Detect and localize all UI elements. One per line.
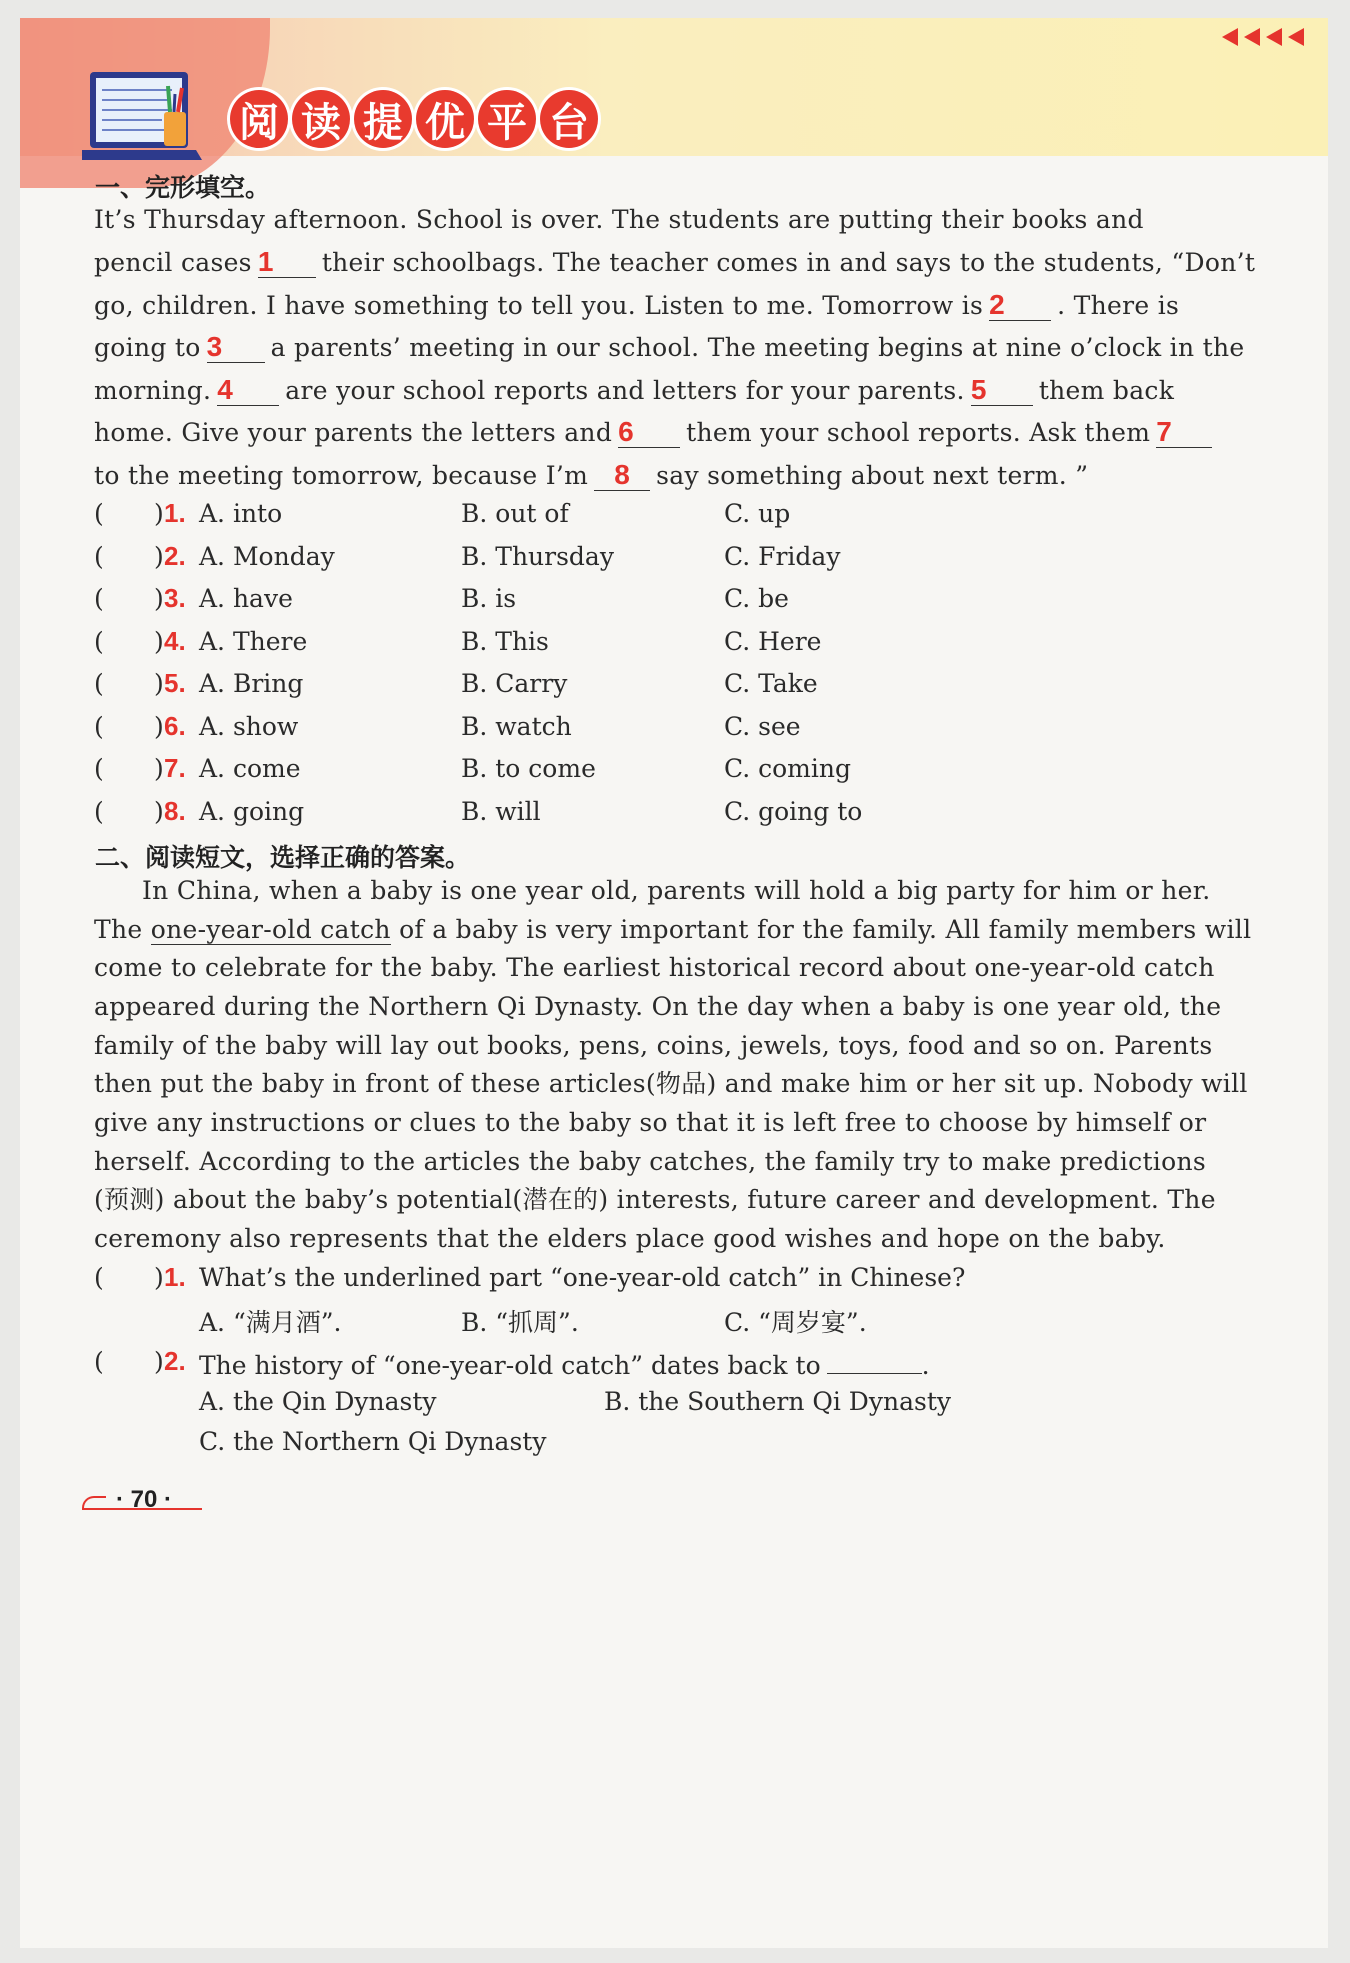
cloze-blank-6 (618, 418, 680, 448)
option-a[interactable]: A. have (199, 584, 293, 613)
cloze-blank-5 (971, 376, 1033, 406)
passage2-line (94, 912, 1252, 948)
option-c[interactable]: C. “周岁宴”. (724, 1308, 867, 1337)
passage-text: say something about next term. ” (656, 461, 1089, 490)
answer-paren-open[interactable]: ( (94, 1347, 104, 1376)
question-row (94, 712, 1029, 748)
options-row (94, 1427, 1029, 1463)
answer-blank[interactable] (827, 1347, 922, 1374)
option-b[interactable]: B. the Southern Qi Dynasty (604, 1387, 951, 1416)
blank-number: 8 (614, 459, 631, 490)
question-text: What’s the underlined part “one-year-old catch” in Chinese? (199, 1263, 966, 1292)
question-row (94, 754, 1029, 790)
page-title (230, 90, 598, 148)
answer-paren-open[interactable]: ( (94, 584, 104, 613)
passage-text: are your school reports and letters for your parents. (285, 376, 965, 405)
answer-paren-open[interactable]: ( (94, 797, 104, 826)
question-text (199, 1347, 930, 1380)
question-number: 2. (164, 541, 186, 571)
option-b[interactable]: B. Carry (461, 669, 568, 698)
option-c[interactable]: C. going to (724, 797, 863, 826)
option-a[interactable]: A. come (199, 754, 301, 783)
question-row (94, 584, 1029, 620)
title-char: 平 (478, 90, 536, 148)
option-c[interactable]: C. the Northern Qi Dynasty (199, 1427, 547, 1456)
question-row (94, 1347, 1029, 1383)
passage-text: . There is (1057, 291, 1180, 320)
passage1-line (94, 288, 1180, 324)
answer-paren-close: ) (154, 797, 164, 826)
question-row (94, 797, 1029, 833)
question-number: 7. (164, 753, 186, 783)
workbook-page (20, 18, 1328, 1948)
options-row (94, 1303, 1029, 1339)
answer-paren-open[interactable]: ( (94, 669, 104, 698)
option-c[interactable]: C. Take (724, 669, 818, 698)
answer-paren-close: ) (154, 584, 164, 613)
answer-paren-close: ) (154, 1263, 164, 1292)
question-text-body: The history of “one-year-old catch” dates back to (199, 1351, 821, 1380)
blank-number: 7 (1156, 416, 1173, 447)
answer-paren-close: ) (154, 754, 164, 783)
option-b[interactable]: B. Thursday (461, 542, 614, 571)
title-char: 读 (292, 90, 350, 148)
option-a[interactable]: A. show (199, 712, 299, 741)
answer-paren-open[interactable]: ( (94, 627, 104, 656)
passage-text: their schoolbags. The teacher comes in and says to the students, “Don’t (321, 248, 1256, 277)
passage-text: them your school reports. Ask them (686, 418, 1151, 447)
passage-text: morning. (94, 376, 212, 405)
cloze-blank-4 (217, 376, 279, 406)
option-a[interactable]: A. going (199, 797, 305, 826)
answer-paren-open[interactable]: ( (94, 712, 104, 741)
passage2-line: (预测) about the baby’s potential(潜在的) interests, future career and development. The (94, 1185, 1216, 1214)
passage2-line: appeared during the Northern Qi Dynasty. On the day when a baby is one year old, the (94, 992, 1222, 1021)
question-row (94, 542, 1029, 578)
passage1-line (94, 458, 1089, 494)
option-b[interactable]: B. “抓周”. (461, 1308, 579, 1337)
option-c[interactable]: C. Friday (724, 542, 841, 571)
option-b[interactable]: B. will (461, 797, 541, 826)
option-c[interactable]: C. be (724, 584, 789, 613)
passage2-line: In China, when a baby is one year old, parents will hold a big party for him or her. (142, 876, 1211, 905)
option-a[interactable]: A. “满月酒”. (199, 1308, 342, 1337)
title-char: 阅 (230, 90, 288, 148)
option-a[interactable]: A. the Qin Dynasty (199, 1387, 437, 1416)
question-number: 6. (164, 711, 186, 741)
passage2-line: ceremony also represents that the elders place good wishes and hope on the baby. (94, 1224, 1166, 1253)
passage2-line: family of the baby will lay out books, pens, coins, jewels, toys, food and so on. Parents (94, 1031, 1213, 1060)
passage-text: going to (94, 333, 201, 362)
blank-number: 1 (257, 246, 274, 277)
answer-paren-close: ) (154, 542, 164, 571)
passage1-line (94, 245, 1256, 281)
option-a[interactable]: A. into (199, 499, 283, 528)
passage2-line: give any instructions or clues to the baby so that it is left free to choose by himself or (94, 1108, 1207, 1137)
option-c[interactable]: C. coming (724, 754, 851, 783)
option-b[interactable]: B. is (461, 584, 517, 613)
blank-number: 4 (217, 374, 234, 405)
passage-text: go, children. I have something to tell you. Listen to me. Tomorrow is (94, 291, 984, 320)
answer-paren-close: ) (154, 499, 164, 528)
option-b[interactable]: B. to come (461, 754, 596, 783)
pencil-cup-icon (164, 86, 186, 146)
question-number: 1. (164, 498, 186, 528)
answer-paren-open[interactable]: ( (94, 542, 104, 571)
question-row (94, 1263, 1029, 1299)
answer-paren-close: ) (154, 1347, 164, 1376)
title-char: 台 (540, 90, 598, 148)
blank-number: 2 (989, 289, 1006, 320)
option-c[interactable]: C. up (724, 499, 791, 528)
option-a[interactable]: A. Bring (199, 669, 304, 698)
title-char: 提 (354, 90, 412, 148)
answer-paren-close: ) (154, 712, 164, 741)
question-row (94, 627, 1029, 663)
page-number: · 70 · (116, 1486, 173, 1513)
question-row (94, 499, 1029, 535)
option-b[interactable]: B. watch (461, 712, 572, 741)
option-c[interactable]: C. see (724, 712, 801, 741)
question-number: 1. (164, 1262, 186, 1292)
passage-text: home. Give your parents the letters and (94, 418, 613, 447)
cloze-blank-1 (258, 248, 316, 278)
passage2-line: then put the baby in front of these articles(物品) and make him or her sit up. Nobody will (94, 1069, 1248, 1098)
passage-text: pencil cases (94, 248, 252, 277)
answer-paren-open[interactable]: ( (94, 754, 104, 783)
answer-paren-open[interactable]: ( (94, 499, 104, 528)
passage1-line (94, 415, 1173, 451)
title-char: 优 (416, 90, 474, 148)
option-c[interactable]: C. Here (724, 627, 822, 656)
question-row (94, 669, 1029, 705)
blank-number: 3 (206, 331, 223, 362)
answer-paren-close: ) (154, 627, 164, 656)
cloze-blank-7 (1156, 418, 1212, 448)
passage-text: them back (1038, 376, 1175, 405)
question-number: 8. (164, 796, 186, 826)
blank-number: 6 (618, 416, 635, 447)
answer-paren-close: ) (154, 669, 164, 698)
option-b[interactable]: B. out of (461, 499, 569, 528)
cloze-blank-2 (989, 291, 1051, 321)
passage-text: The (94, 915, 143, 944)
blank-number: 5 (970, 374, 987, 405)
option-a[interactable]: A. Monday (199, 542, 335, 571)
question-number: 4. (164, 626, 186, 656)
passage-text: a parents’ meeting in our school. The meeting begins at nine o’clock in the (270, 333, 1245, 362)
option-b[interactable]: B. This (461, 627, 549, 656)
option-a[interactable]: A. There (199, 627, 308, 656)
cloze-blank-8 (594, 461, 650, 491)
passage-text: of a baby is very important for the family. All family members will (399, 915, 1252, 944)
section1-heading: 一、完形填空。 (95, 173, 271, 202)
question-number: 5. (164, 668, 186, 698)
question-number: 2. (164, 1346, 186, 1376)
red-arrows-icon (1222, 28, 1304, 46)
passage1-line (94, 330, 1245, 366)
passage2-line: come to celebrate for the baby. The earliest historical record about one-year-old catch (94, 953, 1215, 982)
question-text-end: . (921, 1351, 930, 1380)
underlined-phrase: one-year-old catch (150, 915, 391, 944)
answer-paren-open[interactable]: ( (94, 1263, 104, 1292)
section2-heading: 二、阅读短文，选择正确的答案。 (95, 843, 471, 872)
passage1-line (94, 373, 1175, 409)
passage1-line: It’s Thursday afternoon. School is over. The students are putting their books and (94, 205, 1144, 234)
cloze-blank-3 (207, 333, 265, 363)
passage2-line: herself. According to the articles the baby catches, the family try to make predictions (94, 1147, 1206, 1176)
options-row (94, 1387, 1029, 1423)
question-number: 3. (164, 583, 186, 613)
passage-text: to the meeting tomorrow, because I’m (94, 461, 589, 490)
